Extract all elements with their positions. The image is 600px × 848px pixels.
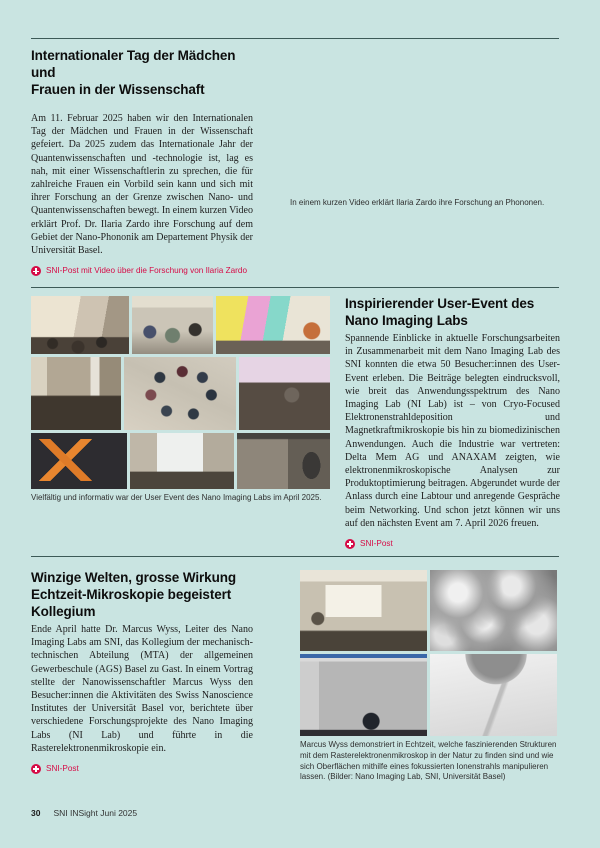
collage-photo-screen-audience xyxy=(130,433,234,489)
sni-post-link[interactable] xyxy=(31,266,253,276)
article-body: Spannende Einblicke in aktuelle Forschungsarbeiten in Zusammenarbeit mit dem Nano Imaging Lab des SNI konnten die etwa 50 Besucher:innen des User-Event erleben. Die Beiträge belegten eindrucksvoll, wie breit das Anwendungsspektrum des Nano Imaging Lab (NI Lab) ist – von Cryo-Focused Elektronenstrahldeposition und Magnetkraftmikroskopie bis hin zu biomedizinischen Anwendungen. Auch die Industrie war vertreten: Delta Mem AG und ANAXAM zeigten, wie elektronenmikroskopische Analysen zur Produktoptimierung beitragen. Abgerundet wurde der Anlass durch eine Labtour und anregende Gespräche beim Networking. Und schon jetzt können wir uns auf den nächsten Event am 7. April 2026 freuen. xyxy=(345,333,560,529)
collage-photo-seminar-room xyxy=(31,357,121,430)
collage-caption: Vielfältig und informativ war der User Event des Nano Imaging Labs im April 2025. xyxy=(31,493,322,502)
photo-sem-probe-tip xyxy=(430,654,557,736)
collage-photo-speaker-lectern xyxy=(239,357,330,430)
page-footer xyxy=(31,808,137,818)
plus-circle-icon xyxy=(31,764,41,774)
page-number: 30 xyxy=(31,808,41,818)
plus-circle-icon xyxy=(31,266,41,276)
article-international-day xyxy=(31,47,253,276)
video-caption: In einem kurzen Video erklärt Ilaria Zardo ihre Forschung an Phononen. xyxy=(290,198,545,207)
collage-photo-orange-logo xyxy=(31,433,127,489)
section-divider xyxy=(31,556,559,557)
sni-post-link[interactable] xyxy=(345,539,560,549)
article-title: Inspirierender User-Event des Nano Imaging Labs xyxy=(345,296,535,328)
plus-circle-icon xyxy=(345,539,355,549)
section-divider xyxy=(31,287,559,288)
collage-row xyxy=(31,357,330,430)
collage-photo-dark-room-speaker xyxy=(237,433,330,489)
collage-row xyxy=(31,296,330,354)
user-event-collage xyxy=(31,296,330,504)
collage-photo-presenter-simulation xyxy=(216,296,330,354)
microscopy-photo-grid xyxy=(300,570,558,783)
collage-row xyxy=(31,433,330,489)
collage-photo-lecture-hall xyxy=(31,296,129,354)
article-title: Internationaler Tag der Mädchen und Frauen in der Wissenschaft xyxy=(31,48,236,97)
article-body: Am 11. Februar 2025 haben wir den Internationalen Tag der Mädchen und Frauen in der Wissenschaft gefeiert. Da 2025 zudem das Internationale Jahr der Quantenwissenschaften und -technologie ist, lag es nah, mit einer Wissenschaftlerin zu sprechen, die für zahlreiche Frauen ein Vorbild sein kann und sich mit ihrer Forschung an der Grenze zwischen Nano- und Quantenwissenschaften bewegt. In einem kurzen Video erklärt Prof. Dr. Ilaria Zardo ihre Forschung auf dem Gebiet der Nano-Phononik am Departement Physik der Universität Basel. xyxy=(31,113,253,257)
sni-post-link-label: SNI-Post mit Video über die Forschung von Ilaria Zardo xyxy=(46,266,247,276)
photo-sem-flower-structures xyxy=(430,570,557,651)
article-echtzeit-mikroskopie xyxy=(31,569,253,774)
sni-post-link[interactable] xyxy=(31,764,253,774)
collage-photo-networking-overhead xyxy=(124,357,236,430)
photo-sem-software-screen xyxy=(300,654,427,736)
sni-post-link-label: SNI-Post xyxy=(46,764,79,774)
photo-grid-row xyxy=(300,654,558,736)
photo-grid-row xyxy=(300,570,558,651)
photo-lecture-demo xyxy=(300,570,427,651)
sni-post-link-label: SNI-Post xyxy=(360,539,393,549)
article-body: Ende April hatte Dr. Marcus Wyss, Leiter des Nano Imaging Labs am SNI, das Kollegium der mechanisch-technischen Abteilung (MTA) der allgemeinen Gewerbeschule (AGS) Basel zu Gast. In einem Vortrag stellte der Nanowissenschaftler Marcus Wyss den Besucher:innen die Aktivitäten des Swiss Nanoscience Institutes der Universität Basel vor, berichtete über verschiedene Forschungsprojekte des Nano Imaging Labs (NI Lab) und führte in die Rasterelektronenmikroskopie ein. xyxy=(31,624,253,754)
article-user-event xyxy=(345,295,560,549)
publication-name: SNI INSight Juni 2025 xyxy=(53,808,138,818)
section-divider xyxy=(31,38,559,39)
collage-photo-audience xyxy=(132,296,213,354)
microscopy-caption: Marcus Wyss demonstriert in Echtzeit, welche faszinierenden Strukturen mit dem Rasterelektronenmikroskop in der Natur zu finden sind und wie sich Oberflächen mithilfe eines fokussierten Ionenstrahls manipulieren lassen. (Bilder: Nano Imaging Lab, SNI, Universität Basel) xyxy=(300,740,557,782)
article-title: Winzige Welten, grosse Wirkung Echtzeit-Mikroskopie begeistert Kollegium xyxy=(31,570,237,619)
